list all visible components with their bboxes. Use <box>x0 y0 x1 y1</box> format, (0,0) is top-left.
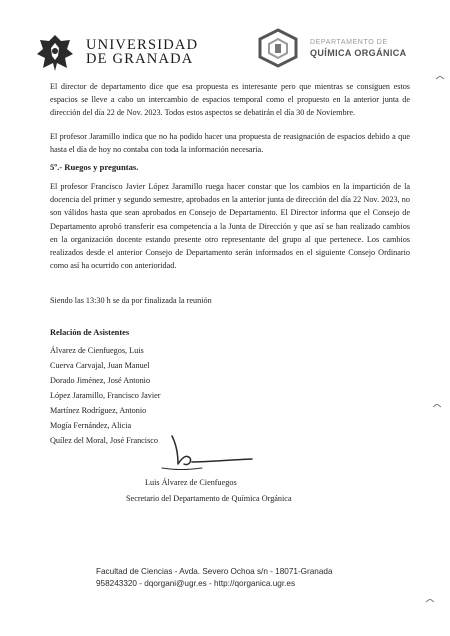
attendee-item: Álvarez de Cienfuegos, Luis <box>50 346 144 355</box>
footer-contact <box>96 566 333 590</box>
attendee-item: López Jaramillo, Francisco Javier <box>50 391 161 400</box>
attendee-item: Mogía Fernández, Alicia <box>50 421 132 430</box>
department-name-line1: DEPARTAMENTO DE <box>310 39 388 46</box>
attendee-item: Dorado Jiménez, José Antonio <box>50 376 151 385</box>
attendee-item: Martínez Rodríguez, Antonio <box>50 406 147 415</box>
paragraph-ruegos: El profesor Francisco Javier López Jaramillo ruega hacer constar que los cambios en la impartición de la docencia del primer y segundo semestre, aprobados en la anterior junta de dirección del día 22 Nov. 2023, no son válidos hasta que sean aprobados en Consejo de Departamento. El Director informa que el Consejo de Departamento aprobó transferir esa competencia a la Junta de Dirección y que así se han realizado cambios en la organización docente estando presente otro representante del grupo al que pertenece. Los cambios realizados desde el anterior Consejo de Departamento serán informados en el siguiente Consejo Ordinario como así ha ocurrido con anterioridad. <box>50 182 410 271</box>
department-logo-icon <box>256 28 300 68</box>
university-crest-icon <box>34 32 76 74</box>
attendees-list <box>50 343 161 448</box>
paragraph-space-exchange: El director de departamento dice que esa propuesta es interesante pero que mientras se consiguen estos espacios se lleve a cabo un intercambio de espacios temporal como el propuesto en la anterior junta de dirección del día 22 de Nov. 2023. Todos estos aspectos se debatirán el día 30 de Noviembre. <box>50 82 410 118</box>
scan-mark <box>436 76 444 80</box>
closing-statement: Siendo las 13:30 h se da por finalizada la reunión <box>50 296 212 305</box>
attendee-item: Cuerva Carvajal, Juan Manuel <box>50 361 150 370</box>
footer-phone-email-web: 958243320 - dqorgani@ugr.es - http://qorganica.ugr.es <box>96 579 296 588</box>
handwritten-signature <box>148 432 258 476</box>
footer-address: Facultad de Ciencias - Avda. Severo Ochoa s/n - 18071-Granada <box>96 567 333 576</box>
university-name <box>86 38 198 66</box>
attendee-item: Quílez del Moral, José Francisco <box>50 436 159 445</box>
paragraph-jaramillo-proposal: El profesor Jaramillo indica que no ha podido hacer una propuesta de reasignación de espacios debido a que hasta el día de hoy no contaba con toda la información necesaria. <box>50 132 410 155</box>
university-name-line2: DE GRANADA <box>86 51 194 67</box>
department-name-line2: QUÍMICA ORGÁNICA <box>310 48 407 58</box>
attendees-title: Relación de Asistentes <box>50 328 130 337</box>
signer-role: Secretario del Departamento de Química Orgánica <box>126 494 292 503</box>
signer-name: Luis Álvarez de Cienfuegos <box>145 478 237 487</box>
scan-mark <box>433 404 441 408</box>
department-name <box>310 38 407 58</box>
section-heading-ruegos: 5º.- Ruegos y preguntas. <box>50 162 139 172</box>
university-name-line1: UNIVERSIDAD <box>86 37 199 53</box>
scan-mark <box>426 599 434 603</box>
